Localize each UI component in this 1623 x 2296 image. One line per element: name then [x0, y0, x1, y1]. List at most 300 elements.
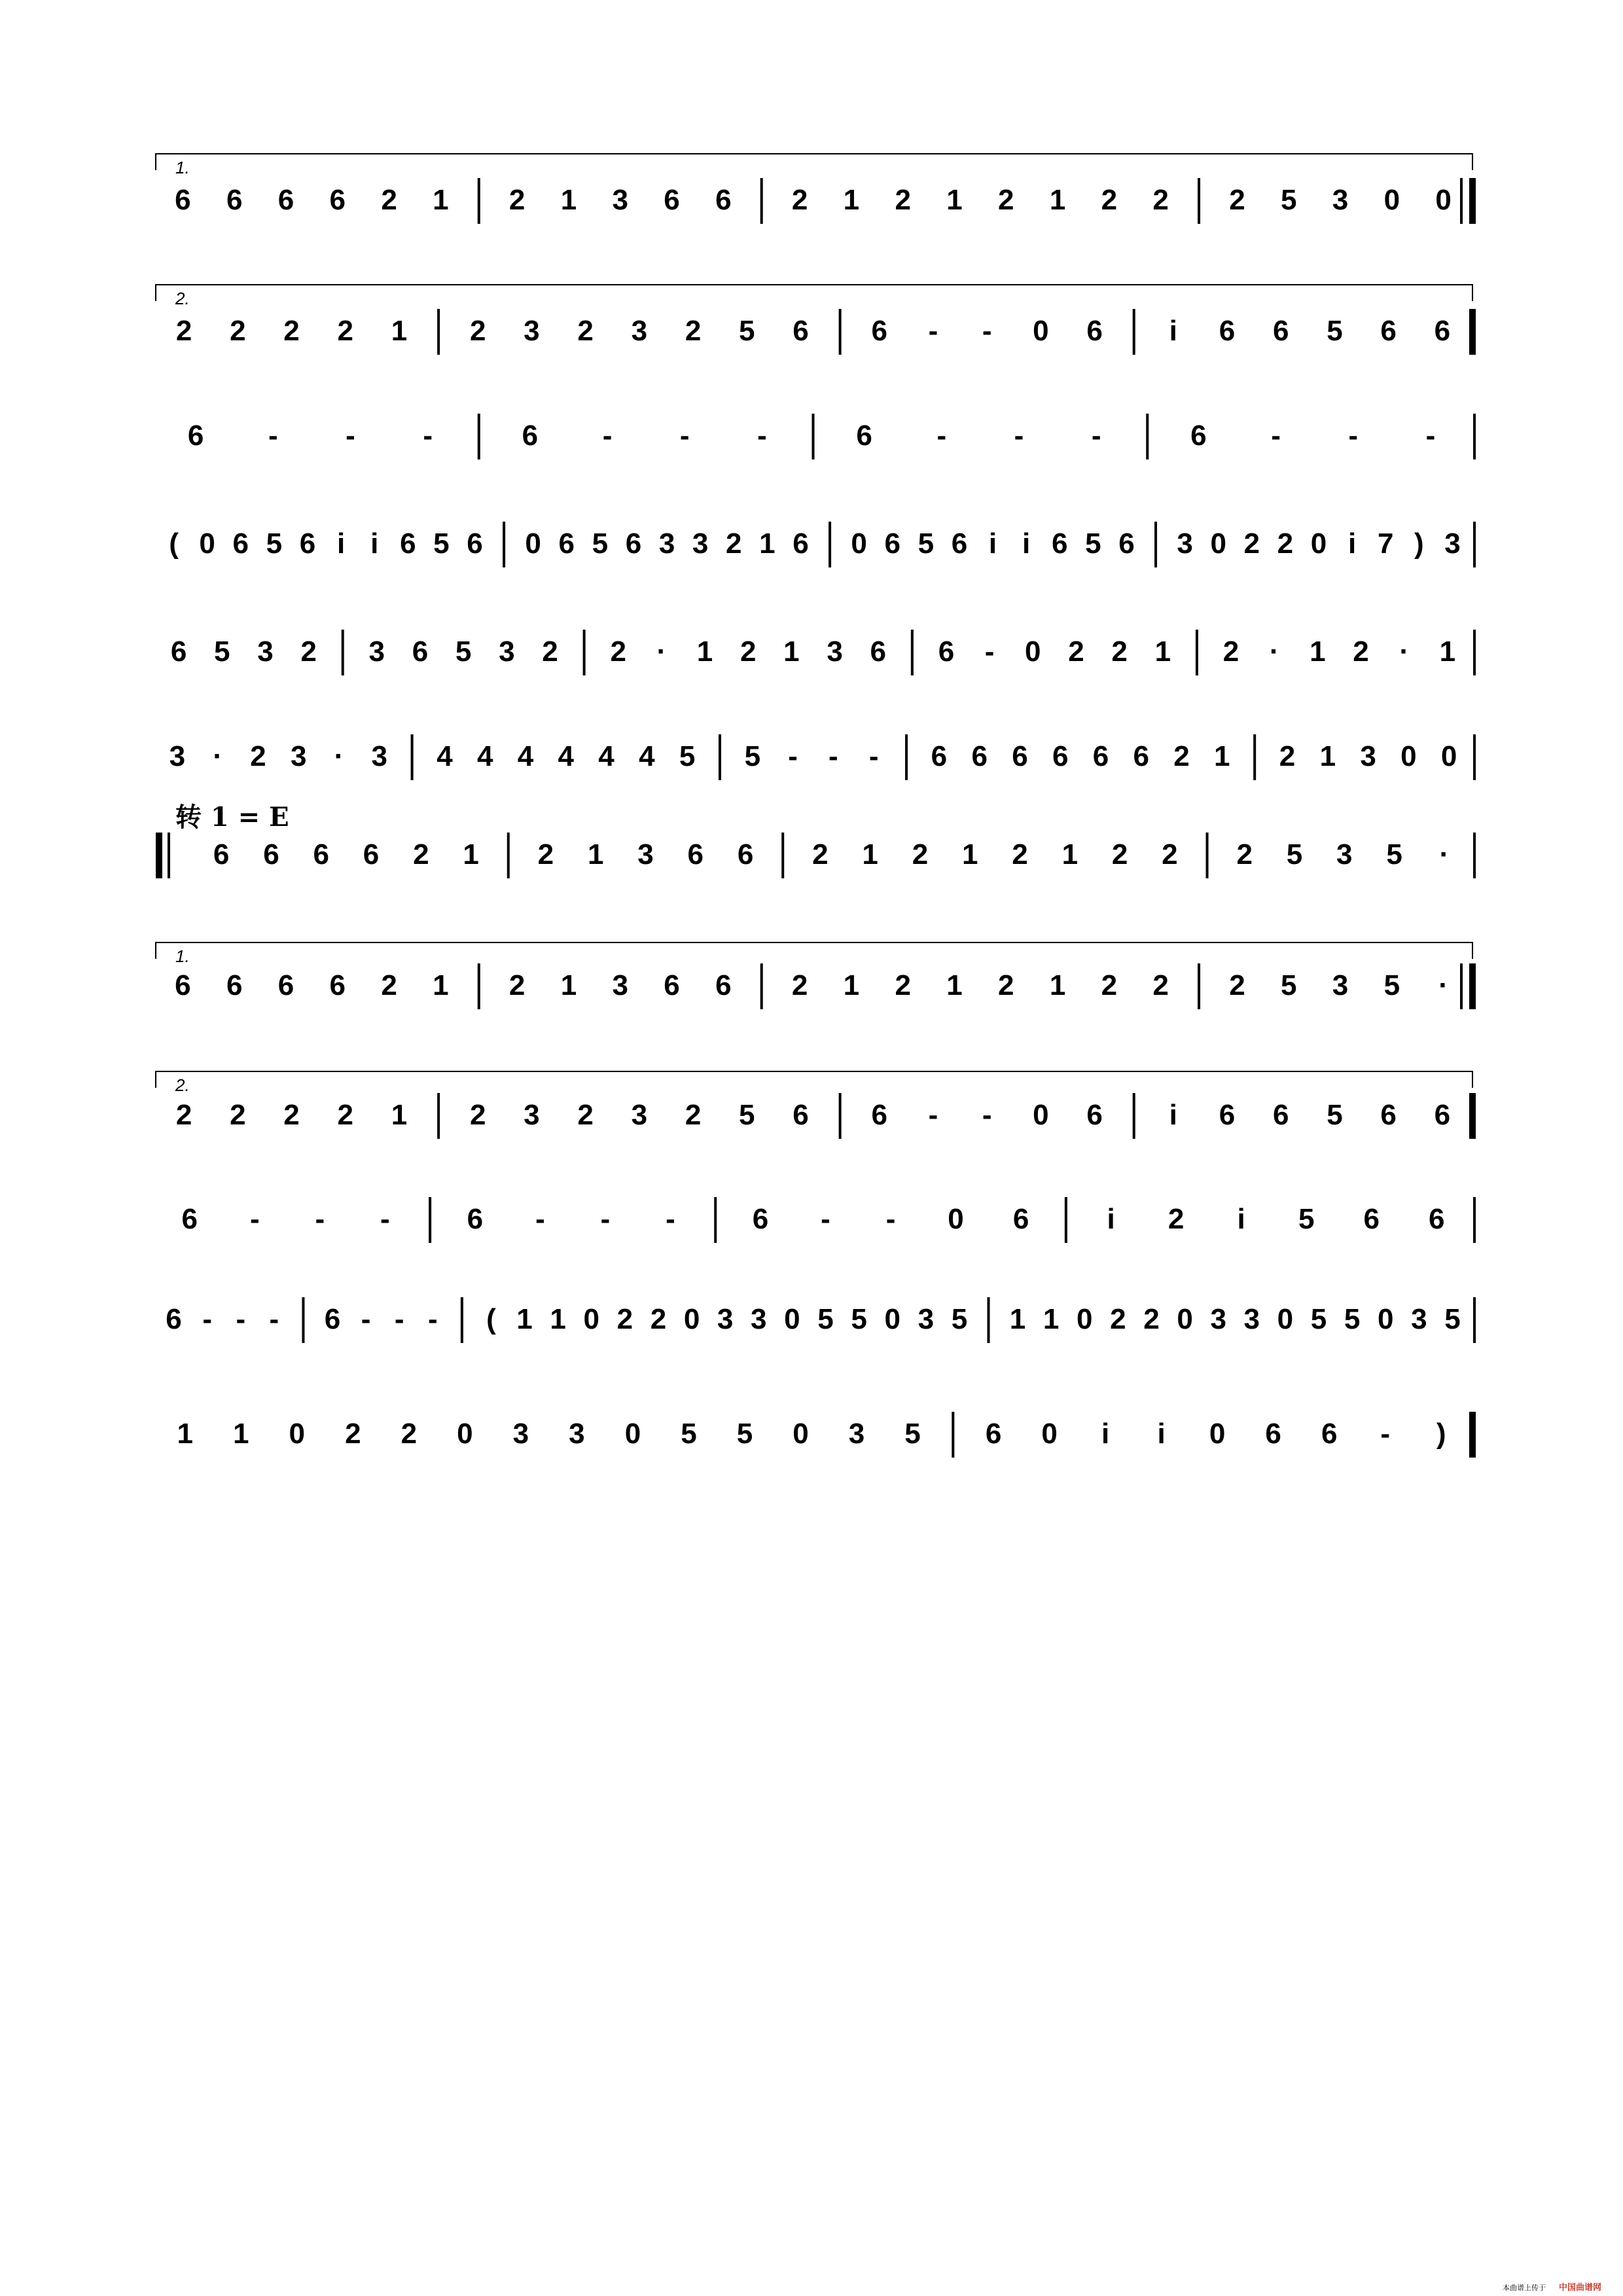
note-r3-m0-8: 5: [433, 528, 450, 560]
note-r10-m3-1: 1: [1043, 1303, 1060, 1335]
note-r3-m1-0: 0: [525, 528, 541, 560]
note-r4-m2-6: 6: [870, 636, 887, 668]
note-r5-m3-1: 6: [971, 740, 988, 772]
note-r0-m2-7: 2: [1152, 184, 1169, 216]
note-r7-m3-1: 5: [1280, 969, 1297, 1001]
note-r10-m3-5: 0: [1177, 1303, 1193, 1335]
note-r1-m1-2: 2: [577, 315, 594, 347]
note-r5-m2-0: 5: [744, 740, 761, 772]
note-r5-m1-6: 5: [679, 740, 696, 772]
note-r7-m3-3: 5: [1383, 969, 1400, 1001]
volta-bracket-3: [156, 1071, 1472, 1088]
note-r0-m0-3: 6: [329, 184, 346, 216]
note-r7-m2-7: 2: [1152, 969, 1169, 1001]
note-r11-m0-10: 5: [736, 1418, 753, 1450]
note-r3-m2-8: 6: [1118, 528, 1135, 560]
note-r3-m3-1: 0: [1210, 528, 1226, 560]
note-r8-m0-2: 2: [283, 1099, 300, 1131]
note-r10-m2-13: 3: [918, 1303, 935, 1335]
note-r0-m2-6: 2: [1101, 184, 1118, 216]
note-r10-m3-11: 0: [1377, 1303, 1394, 1335]
note-r3-m1-2: 5: [592, 528, 609, 560]
note-r8-m1-3: 3: [631, 1099, 648, 1131]
note-r7-m3-2: 3: [1332, 969, 1349, 1001]
note-r3-m1-3: 6: [625, 528, 642, 560]
note-r6-m3-1: 5: [1286, 838, 1303, 870]
note-r11-m1-3: i: [1157, 1418, 1166, 1450]
note-r3-m3-7: ): [1414, 528, 1424, 560]
note-r6-m2-4: 2: [1012, 838, 1028, 870]
note-r1-m2-1: -: [928, 315, 938, 347]
volta-1-label-a: 1.: [175, 158, 190, 177]
note-r3-m0-2: 6: [232, 528, 249, 560]
note-r6-m2-1: 1: [862, 838, 878, 870]
note-r0-m0-2: 6: [277, 184, 294, 216]
note-r8-m1-4: 2: [685, 1099, 702, 1131]
note-r9-m0-1: -: [249, 1203, 260, 1235]
note-r5-m4-3: 0: [1400, 740, 1417, 772]
note-r7-m2-1: 1: [843, 969, 860, 1001]
note-r3-m1-7: 1: [759, 528, 776, 560]
note-r5-m0-4: ·: [334, 740, 344, 772]
note-r3-m0-1: 0: [199, 528, 215, 560]
note-r2-m0-1: -: [268, 420, 278, 452]
note-r10-m3-9: 5: [1310, 1303, 1327, 1335]
volta-bracket-0: [156, 154, 1472, 170]
note-r10-m0-1: -: [202, 1303, 212, 1335]
note-r5-m3-5: 6: [1133, 740, 1149, 772]
volta-1-label-b: 1.: [175, 946, 190, 966]
note-r9-m0-3: -: [380, 1203, 390, 1235]
note-r1-m3-5: 6: [1434, 315, 1451, 347]
note-r7-m3-4: ·: [1438, 969, 1448, 1001]
note-r0-m3-2: 3: [1332, 184, 1349, 216]
note-r7-m2-4: 2: [998, 969, 1014, 1001]
note-r5-m1-2: 4: [517, 740, 534, 772]
note-r6-m0-5: 1: [463, 838, 479, 870]
note-r8-m2-4: 6: [1086, 1099, 1103, 1131]
note-r11-m0-6: 3: [512, 1418, 529, 1450]
note-r3-m3-2: 2: [1243, 528, 1260, 560]
note-r8-m1-0: 2: [469, 1099, 486, 1131]
note-r1-m1-4: 2: [685, 315, 702, 347]
note-r2-m3-2: -: [1348, 420, 1359, 452]
note-r8-m1-1: 3: [524, 1099, 540, 1131]
note-r4-m1-4: 2: [542, 636, 558, 668]
note-r0-m0-4: 2: [381, 184, 397, 216]
note-r8-m3-3: 5: [1327, 1099, 1343, 1131]
note-r6-m3-0: 2: [1236, 838, 1253, 870]
note-r9-m2-2: -: [885, 1203, 896, 1235]
note-r2-m2-1: -: [936, 420, 947, 452]
note-r11-m0-2: 0: [289, 1418, 306, 1450]
note-r10-m1-1: -: [361, 1303, 371, 1335]
note-r7-m1-0: 2: [508, 969, 526, 1001]
note-r2-m0-2: -: [346, 420, 355, 452]
note-r6-m2-6: 2: [1111, 838, 1128, 870]
note-r10-m2-3: 0: [583, 1303, 599, 1335]
note-r3-m1-4: 3: [658, 528, 675, 560]
note-r4-m1-1: 6: [412, 636, 429, 668]
note-r1-m0-2: 2: [283, 315, 300, 347]
note-r10-m3-3: 2: [1110, 1303, 1126, 1335]
note-r4-m4-3: 2: [1353, 636, 1369, 668]
note-r0-m2-0: 2: [791, 184, 808, 216]
note-r9-m1-0: 6: [467, 1203, 484, 1235]
note-r4-m3-3: 2: [1068, 636, 1084, 668]
note-r5-m0-5: 3: [371, 740, 387, 772]
note-r0-m2-2: 2: [895, 184, 911, 216]
note-r9-m0-0: 6: [181, 1203, 198, 1235]
note-r10-m3-7: 3: [1243, 1303, 1260, 1335]
note-r0-m2-4: 2: [998, 184, 1014, 216]
note-r10-m2-5: 2: [650, 1303, 667, 1335]
note-r10-m3-12: 3: [1411, 1303, 1427, 1335]
note-r0-m0-1: 6: [226, 184, 243, 216]
note-r6-m3-4: ·: [1439, 838, 1450, 870]
note-r0-m0-0: 6: [175, 184, 191, 216]
note-r11-m0-7: 3: [569, 1418, 585, 1450]
note-r10-m0-3: -: [269, 1303, 279, 1335]
double-bar-r1: [1469, 309, 1476, 355]
note-r4-m3-4: 2: [1111, 636, 1128, 668]
note-r10-m3-4: 2: [1143, 1303, 1160, 1335]
note-r3-m1-6: 2: [726, 528, 742, 560]
repeat-start-thick: [156, 833, 162, 878]
note-r11-m0-8: 0: [624, 1418, 641, 1450]
note-r0-m3-3: 0: [1383, 184, 1400, 216]
note-r4-m2-4: 1: [783, 636, 800, 668]
note-r1-m0-4: 1: [391, 315, 408, 347]
note-r10-m3-8: 0: [1277, 1303, 1294, 1335]
note-r3-m3-5: i: [1348, 528, 1357, 560]
note-r6-m2-2: 2: [912, 838, 929, 870]
note-r6-m0-3: 6: [363, 838, 380, 870]
note-r0-m2-3: 1: [946, 184, 963, 216]
note-r0-m2-5: 1: [1049, 184, 1066, 216]
note-r10-m1-2: -: [394, 1303, 404, 1335]
note-r1-m2-0: 6: [871, 315, 887, 347]
note-r3-m0-4: 6: [299, 528, 316, 560]
note-r8-m0-0: 2: [175, 1099, 192, 1131]
note-r7-m2-6: 2: [1101, 969, 1118, 1001]
note-r4-m2-5: 3: [827, 636, 843, 668]
note-r4-m4-1: ·: [1269, 636, 1279, 668]
note-r8-m3-1: 6: [1219, 1099, 1236, 1131]
note-r2-m2-2: -: [1014, 420, 1024, 452]
note-r5-m0-2: 2: [250, 740, 266, 772]
note-r3-m3-6: 7: [1377, 528, 1394, 560]
note-r5-m3-0: 6: [931, 740, 948, 772]
note-r3-m3-3: 2: [1277, 528, 1294, 560]
note-r8-m0-4: 1: [391, 1099, 408, 1131]
note-r5-m3-3: 6: [1052, 740, 1069, 772]
note-r11-m1-7: -: [1380, 1418, 1391, 1450]
note-r9-m3-3: 5: [1298, 1203, 1315, 1235]
note-r5-m4-0: 2: [1279, 740, 1296, 772]
note-r1-m3-2: 6: [1272, 315, 1289, 347]
note-r0-m3-4: 0: [1435, 184, 1452, 216]
note-r3-m0-6: i: [370, 528, 379, 560]
note-r6-m2-0: 2: [812, 838, 829, 870]
note-r11-m0-0: 1: [177, 1418, 194, 1450]
note-r5-m1-3: 4: [558, 740, 575, 772]
note-r4-m3-5: 1: [1154, 636, 1171, 668]
note-r8-m1-6: 6: [793, 1099, 809, 1131]
note-r7-m1-1: 1: [560, 969, 577, 1001]
note-r5-m2-3: -: [868, 740, 879, 772]
note-r10-m0-2: -: [236, 1303, 246, 1335]
note-r10-m2-1: 1: [516, 1303, 533, 1335]
note-r10-m3-2: 0: [1077, 1303, 1093, 1335]
note-r3-m2-3: 6: [951, 528, 968, 560]
note-r7-m0-2: 6: [277, 969, 294, 1001]
note-r0-m1-2: 3: [612, 184, 628, 216]
note-r5-m4-4: 0: [1440, 740, 1457, 772]
note-r5-m0-3: 3: [290, 740, 307, 772]
note-r4-m2-1: ·: [656, 636, 667, 668]
note-r6-m1-2: 3: [637, 838, 654, 870]
note-r6-m0-1: 6: [263, 838, 279, 870]
note-r9-m3-4: 6: [1363, 1203, 1380, 1235]
note-r8-m2-0: 6: [871, 1099, 887, 1131]
note-r10-m2-12: 0: [884, 1303, 901, 1335]
note-r4-m4-0: 2: [1222, 636, 1240, 668]
note-r10-m3-0: 1: [1009, 1303, 1026, 1335]
note-r5-m4-1: 1: [1319, 740, 1336, 772]
note-r9-m1-2: -: [600, 1203, 611, 1235]
note-r6-m1-1: 1: [587, 838, 604, 870]
note-r0-m1-0: 2: [508, 184, 526, 216]
note-r1-m0-0: 2: [175, 315, 192, 347]
note-r1-m3-1: 6: [1219, 315, 1236, 347]
note-r3-m2-5: i: [1022, 528, 1031, 560]
note-r1-m0-3: 2: [337, 315, 354, 347]
note-r8-m3-5: 6: [1434, 1099, 1451, 1131]
note-r3-m0-5: i: [336, 528, 346, 560]
note-r1-m2-3: 0: [1033, 315, 1049, 347]
note-r3-m2-0: 0: [851, 528, 867, 560]
note-r10-m2-14: 5: [951, 1303, 968, 1335]
note-r0-m1-1: 1: [560, 184, 577, 216]
note-r7-m0-3: 6: [329, 969, 346, 1001]
note-r1-m1-3: 3: [631, 315, 648, 347]
note-r8-m0-3: 2: [337, 1099, 354, 1131]
note-r7-m1-2: 3: [612, 969, 628, 1001]
note-r7-m2-3: 1: [946, 969, 963, 1001]
note-r10-m2-11: 5: [851, 1303, 867, 1335]
note-r3-m0-0: (: [169, 528, 179, 560]
note-r8-m3-4: 6: [1380, 1099, 1397, 1131]
note-r11-m1-0: 6: [985, 1418, 1002, 1450]
note-r6-m1-4: 6: [737, 838, 754, 870]
note-r11-m0-5: 0: [457, 1418, 473, 1450]
note-r7-m1-3: 6: [664, 969, 680, 1001]
note-r0-m1-3: 6: [664, 184, 680, 216]
note-r4-m4-2: 1: [1310, 636, 1326, 668]
volta-bracket-1: [156, 285, 1472, 301]
note-r5-m3-7: 1: [1214, 740, 1230, 772]
note-r4-m1-2: 5: [455, 636, 472, 668]
note-r4-m2-2: 1: [696, 636, 713, 668]
note-r11-m0-1: 1: [233, 1418, 249, 1450]
note-r8-m2-3: 0: [1033, 1099, 1049, 1131]
note-r0-m1-4: 6: [715, 184, 732, 216]
note-r3-m3-8: 3: [1444, 528, 1461, 560]
note-r10-m3-6: 3: [1210, 1303, 1226, 1335]
note-r11-m1-5: 6: [1265, 1418, 1281, 1450]
note-r3-m2-1: 6: [884, 528, 901, 560]
note-r0-m0-5: 1: [433, 184, 449, 216]
note-r4-m1-3: 3: [499, 636, 515, 668]
note-r1-m3-0: i: [1169, 315, 1177, 347]
repeat-end-thick-r7: [1469, 963, 1476, 1009]
volta-2-label-b: 2.: [175, 1075, 190, 1095]
note-r3-m0-9: 6: [467, 528, 483, 560]
note-r8-m2-1: -: [928, 1099, 938, 1131]
note-r1-m0-1: 2: [230, 315, 246, 347]
note-r4-m0-2: 3: [257, 636, 274, 668]
note-r1-m1-6: 6: [793, 315, 809, 347]
note-r2-m3-1: -: [1271, 420, 1281, 452]
note-r1-m2-2: -: [982, 315, 992, 347]
note-r6-m1-3: 6: [687, 838, 704, 870]
note-r8-m1-5: 5: [739, 1099, 755, 1131]
note-r1-m1-1: 3: [524, 315, 540, 347]
note-r9-m1-1: -: [535, 1203, 545, 1235]
note-r5-m1-0: 4: [437, 740, 453, 772]
note-r6-m3-3: 5: [1386, 838, 1402, 870]
note-r10-m1-3: -: [427, 1303, 438, 1335]
note-r5-m3-4: 6: [1092, 740, 1109, 772]
note-r11-m1-6: 6: [1321, 1418, 1338, 1450]
note-r10-m2-10: 5: [817, 1303, 834, 1335]
note-r4-m2-3: 2: [740, 636, 757, 668]
note-r11-m0-4: 2: [401, 1418, 418, 1450]
note-r7-m1-4: 6: [715, 969, 732, 1001]
note-r4-m1-0: 3: [368, 636, 385, 668]
note-r10-m2-9: 0: [784, 1303, 800, 1335]
double-bar-r11: [1469, 1412, 1476, 1458]
note-r6-m2-7: 2: [1162, 838, 1178, 870]
note-r8-m3-0: i: [1169, 1099, 1177, 1131]
note-r4-m0-3: 2: [300, 636, 317, 668]
note-r11-m0-3: 2: [345, 1418, 361, 1450]
note-r5-m1-4: 4: [598, 740, 615, 772]
note-r7-m0-0: 6: [175, 969, 191, 1001]
note-r5-m0-0: 3: [169, 740, 186, 772]
note-r6-m3-2: 3: [1336, 838, 1353, 870]
note-r3-m3-4: 0: [1310, 528, 1327, 560]
footer-site-logo: 中国曲谱网: [1559, 2282, 1602, 2292]
note-r1-m1-0: 2: [469, 315, 486, 347]
note-r2-m1-0: 6: [522, 420, 539, 452]
volta-2-label-a: 2.: [175, 289, 190, 308]
note-r3-m2-4: i: [988, 528, 997, 560]
note-r0-m3-0: 2: [1229, 184, 1245, 216]
note-r11-m0-9: 5: [681, 1418, 697, 1450]
note-r2-m3-3: -: [1425, 420, 1436, 452]
note-r9-m3-5: 6: [1428, 1203, 1445, 1235]
note-r8-m0-1: 2: [230, 1099, 246, 1131]
note-r3-m1-1: 6: [558, 528, 575, 560]
note-r9-m0-2: -: [315, 1203, 325, 1235]
note-r9-m2-0: 6: [752, 1203, 769, 1235]
note-r1-m2-4: 6: [1086, 315, 1103, 347]
note-r5-m3-2: 6: [1012, 740, 1028, 772]
note-r6-m1-0: 2: [537, 838, 554, 870]
note-r5-m1-1: 4: [477, 740, 493, 772]
note-r2-m1-1: -: [602, 420, 613, 452]
note-r10-m3-13: 5: [1444, 1303, 1461, 1335]
note-r11-m1-8: ): [1436, 1418, 1446, 1450]
note-r9-m3-0: i: [1107, 1203, 1115, 1235]
note-r4-m3-1: -: [984, 636, 995, 668]
note-r10-m2-4: 2: [616, 1303, 633, 1335]
note-r8-m3-2: 6: [1272, 1099, 1289, 1131]
note-r5-m1-5: 4: [639, 740, 655, 772]
note-r3-m1-8: 6: [793, 528, 809, 560]
note-r3-m3-0: 3: [1177, 528, 1193, 560]
note-r5-m0-1: ·: [213, 740, 223, 772]
note-r7-m2-0: 2: [791, 969, 808, 1001]
note-r0-m2-1: 1: [843, 184, 860, 216]
note-r11-m0-12: 3: [848, 1418, 865, 1450]
note-r1-m3-4: 6: [1380, 315, 1397, 347]
note-r5-m4-2: 3: [1360, 740, 1376, 772]
note-r6-m0-2: 6: [313, 838, 329, 870]
double-bar-r8: [1469, 1093, 1476, 1139]
note-r10-m2-8: 3: [751, 1303, 767, 1335]
note-r11-m1-1: 0: [1041, 1418, 1058, 1450]
note-r3-m2-7: 5: [1085, 528, 1101, 560]
note-r10-m2-0: (: [486, 1303, 496, 1335]
note-r10-m3-10: 5: [1344, 1303, 1361, 1335]
note-r7-m0-1: 6: [226, 969, 243, 1001]
note-r11-m1-2: i: [1101, 1418, 1110, 1450]
note-r2-m1-3: -: [757, 420, 767, 452]
note-r3-m0-3: 5: [266, 528, 283, 560]
note-r4-m4-5: 1: [1439, 636, 1456, 668]
note-r3-m1-5: 3: [692, 528, 709, 560]
volta-bracket-2: [156, 942, 1472, 959]
note-r0-m3-1: 5: [1280, 184, 1297, 216]
note-r8-m1-2: 2: [577, 1099, 594, 1131]
note-r4-m3-2: 0: [1025, 636, 1041, 668]
note-r4-m0-1: 5: [214, 636, 230, 668]
note-r10-m1-0: 6: [324, 1303, 341, 1335]
note-r4-m0-0: 6: [170, 636, 187, 668]
note-r9-m2-4: 6: [1012, 1203, 1029, 1235]
note-r2-m3-0: 6: [1190, 420, 1207, 452]
note-r2-m2-3: -: [1091, 420, 1101, 452]
note-r10-m2-2: 1: [550, 1303, 566, 1335]
note-r2-m0-0: 6: [187, 420, 204, 452]
note-r5-m2-2: -: [829, 740, 838, 772]
note-r4-m3-0: 6: [938, 636, 955, 668]
note-r7-m0-5: 1: [433, 969, 449, 1001]
note-r2-m2-0: 6: [856, 420, 872, 452]
note-r9-m1-3: -: [666, 1203, 675, 1235]
note-r2-m1-2: -: [679, 420, 690, 452]
note-r1-m3-3: 5: [1327, 315, 1343, 347]
note-r6-m2-5: 1: [1061, 838, 1079, 870]
note-r2-m0-3: -: [423, 420, 433, 452]
key-change-label: 转 1 = E: [175, 802, 289, 833]
note-r5-m3-6: 2: [1173, 740, 1190, 772]
note-r3-m0-7: 6: [400, 528, 416, 560]
note-r11-m0-13: 5: [904, 1418, 921, 1450]
